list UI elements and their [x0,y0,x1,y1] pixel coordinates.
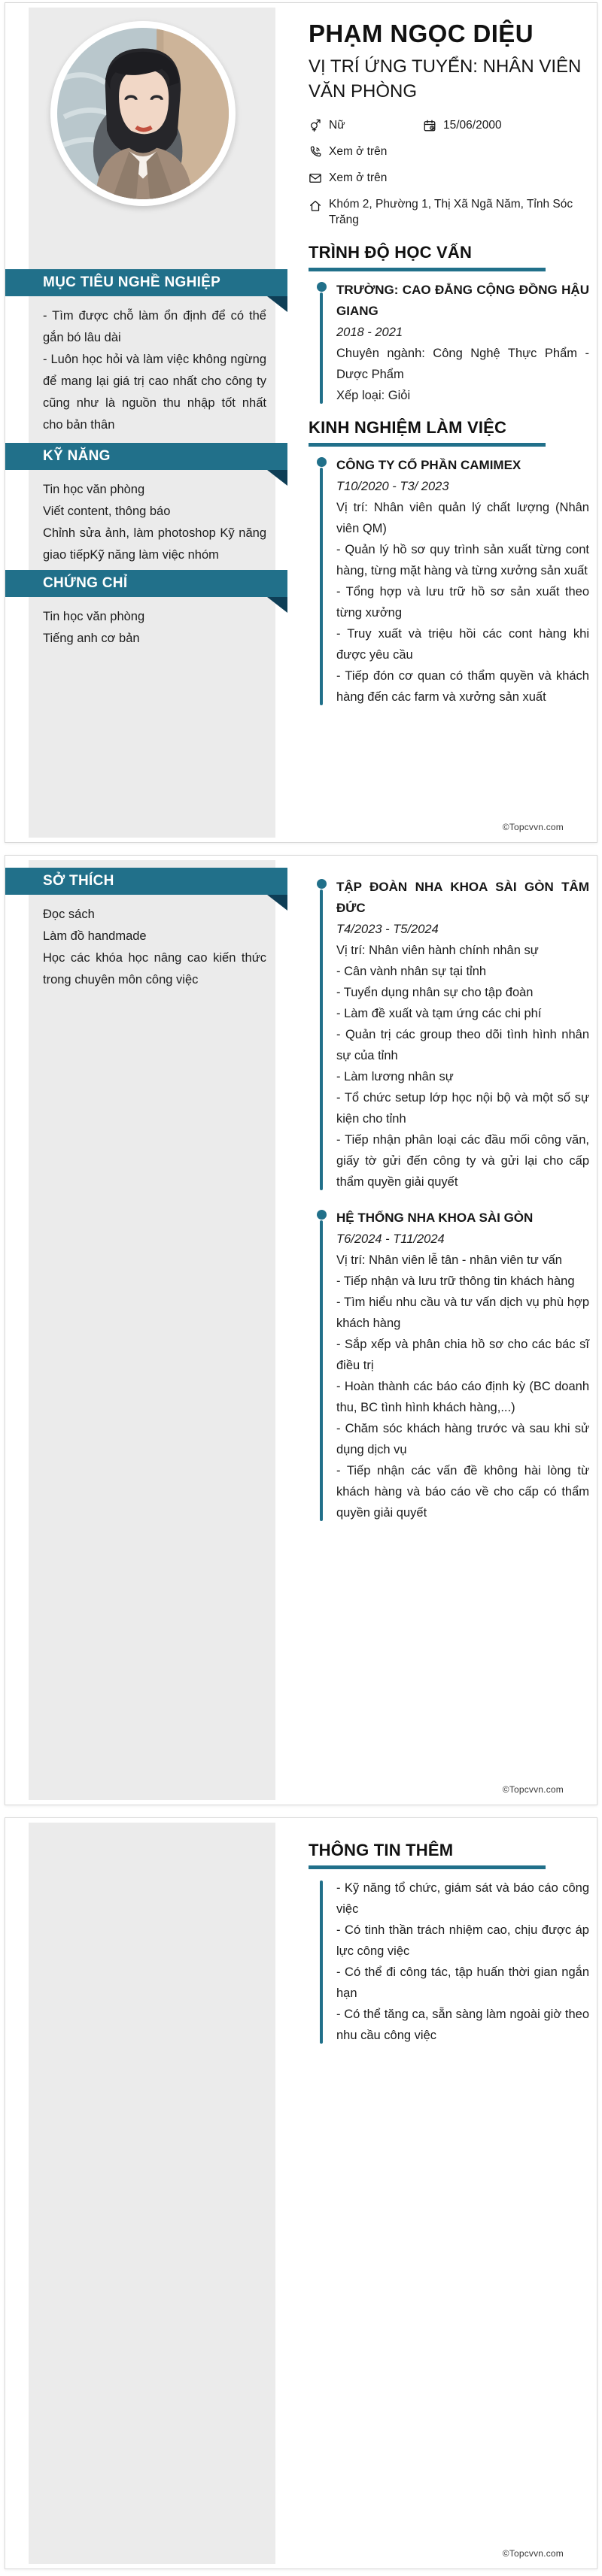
job-detail: Vị trí: Nhân viên hành chính nhân sự [336,944,539,957]
additional-detail: - Có tinh thần trách nhiệm cao, chịu được áp lực công việc [336,1923,589,1958]
section-header-label: MỤC TIÊU NGHỀ NGHIỆP [43,274,221,290]
section-underline [309,268,546,271]
job-period: T10/2020 - T3/ 2023 [336,480,449,493]
section-underline [309,1865,546,1869]
experience-section [309,418,589,708]
gender-icon [309,119,322,132]
skill-item: Tin học văn phòng [43,483,145,496]
section-header-label: SỞ THÍCH [43,873,114,889]
experience-entry [309,455,589,708]
person-name: PHẠM NGỌC DIỆU [309,20,534,47]
page-credit: ©Topcvvn.com [502,1784,564,1795]
birthday-value: 15/06/2000 [443,119,502,132]
ribbon-fold [267,296,287,312]
certificate-item: Tiếng anh cơ bản [43,632,140,645]
job-detail: - Tìm hiểu nhu cầu và tư vấn dịch vụ phù hợp khách hàng [336,1296,589,1330]
email-field [309,170,387,186]
certificate-item: Tin học văn phòng [43,610,145,623]
gender-value: Nữ [329,119,345,132]
education-entry [309,280,589,406]
education-section [309,243,589,406]
sidebar-background [29,860,275,1800]
job-detail: Vị trí: Nhân viên lễ tân - nhân viên tư vấn [336,1253,562,1267]
info-row [309,144,589,159]
job-detail: - Làm lương nhân sự [336,1070,454,1083]
job-detail: - Tổng hợp và lưu trữ hồ sơ sản xuất theo từng xưởng [336,585,589,620]
timeline-dot [317,282,327,292]
info-row [309,170,589,186]
job-detail: - Hoàn thành các báo cáo định kỳ (BC doanh thu, BC tình hình khách hàng,...) [336,1380,589,1414]
skill-item: Viết content, thông báo [43,505,171,518]
timeline-line [320,889,323,1190]
additional-info-section [309,1841,589,2046]
info-row [309,196,589,228]
phone-value: Xem ở trên [329,145,388,158]
company-name: TẬP ĐOÀN NHA KHOA SÀI GÒN TÂM ĐỨC [336,880,589,915]
skills-text [43,479,266,566]
sidebar-page-2 [5,856,287,991]
applied-position: VỊ TRÍ ỨNG TUYỂN: NHÂN VIÊN VĂN PHÒNG [309,56,582,102]
experience-entry [309,1208,589,1523]
hobby-item: Học các khóa học nâng cao kiến thức trong chuyên môn công việc [43,951,266,986]
phone-field [309,144,387,159]
section-header-hobbies [5,868,287,895]
section-header-skills [5,443,287,470]
profile-photo [50,21,236,206]
gender-field [309,117,423,133]
experience-title: KINH NGHIỆM LÀM VIỆC [309,418,507,437]
section-underline [309,443,546,447]
job-detail: - Tiếp nhận phân loại các đầu mối công văn, giấy tờ gửi đến công ty và gửi lại cho cấp thẩm quyền giải quyết [336,1133,589,1189]
additional-info-entry [309,1877,589,2046]
timeline-dot [317,879,327,889]
education-grade: Xếp loại: Giỏi [336,389,411,402]
job-period: T6/2024 - T11/2024 [336,1232,445,1246]
main-column-page-3 [309,1818,589,2058]
sidebar-background [29,1823,275,2564]
home-icon [309,199,322,213]
mail-icon [309,171,322,185]
certificates-text [43,606,266,650]
cv-page-3 [5,1817,597,2569]
additional-info-title: THÔNG TIN THÊM [309,1841,454,1859]
objective-line: - Tìm được chỗ làm ổn định để có thể gắn bó lâu dài [43,309,266,344]
calendar-icon [423,119,436,132]
hobbies-text [43,904,266,991]
job-detail: - Cân vành nhân sự tại tỉnh [336,965,487,978]
timeline-dot [317,457,327,467]
timeline-dot [317,1210,327,1220]
job-detail: - Truy xuất và triệu hồi các cont hàng khi được yêu cầu [336,627,589,662]
email-value: Xem ở trên [329,171,388,184]
job-period: T4/2023 - T5/2024 [336,923,439,936]
main-column-page-1 [309,3,589,720]
main-column-page-2 [309,856,589,1535]
portrait-illustration [57,28,229,199]
education-period: 2018 - 2021 [336,326,403,339]
objective-text [43,305,266,436]
timeline-line [320,1880,323,2044]
ribbon-fold [267,470,287,486]
section-header-label: KỸ NĂNG [43,448,111,464]
hobby-item: Làm đồ handmade [43,929,147,943]
job-detail: - Tiếp đón cơ quan có thẩm quyền và khách hàng đến các farm và xưởng sản xuất [336,669,589,704]
section-header-label: CHỨNG CHỈ [43,575,128,591]
job-detail: - Tổ chức setup lớp học nội bộ và một số sự kiện cho tỉnh [336,1091,589,1126]
section-header-certificates [5,570,287,597]
job-detail: - Làm đề xuất và tạm ứng các chi phí [336,1007,542,1020]
skill-item: Chỉnh sửa ảnh, làm photoshop Kỹ năng giao tiếpKỹ năng làm việc nhóm [43,526,266,562]
job-detail: - Sắp xếp và phân chia hồ sơ cho các bác sĩ điều trị [336,1338,589,1372]
address-value: Khóm 2, Phường 1, Thị Xã Ngã Năm, Tỉnh Sóc Trăng [329,198,573,226]
timeline-line [320,292,323,404]
ribbon-fold [267,597,287,613]
timeline-line [320,1220,323,1521]
additional-detail: - Có thể tăng ca, sẵn sàng làm ngoài giờ theo nhu cầu công việc [336,2008,589,2042]
company-name: HỆ THỐNG NHA KHOA SÀI GÒN [336,1211,534,1225]
birthday-field [423,117,502,133]
objective-line: - Luôn học hỏi và làm việc không ngừng để mang lại giá trị cao nhất cho công ty cũng như là nguồn thu nhập tốt nhất cho bản thân [43,353,266,432]
job-detail: - Tiếp nhận và lưu trữ thông tin khách hàng [336,1274,575,1288]
cv-page-2 [5,855,597,1805]
education-title: TRÌNH ĐỘ HỌC VẤN [309,243,473,262]
job-detail: - Quản lý hồ sơ quy trình sản xuất từng cont hàng, từng mặt hàng và từng xưởng sản xuất [336,543,589,577]
info-row [309,117,589,133]
timeline-line [320,468,323,705]
additional-detail: - Có thể đi công tác, tập huấn thời gian ngắn hạn [336,1965,589,2000]
company-name: CÔNG TY CỔ PHẦN CAMIMEX [336,458,521,472]
additional-detail: - Kỹ năng tổ chức, giám sát và báo cáo công việc [336,1881,589,1916]
education-major: Chuyên ngành: Công Nghệ Thực Phẩm - Dược Phẩm [336,347,589,381]
job-detail: - Chăm sóc khách hàng trước và sau khi sử dụng dịch vụ [336,1422,589,1456]
job-detail: Vị trí: Nhân viên quản lý chất lượng (Nhân viên QM) [336,501,589,535]
job-detail: - Tuyển dụng nhân sự cho tập đoàn [336,986,534,999]
ribbon-fold [267,895,287,911]
page-credit: ©Topcvvn.com [502,2548,564,2559]
school-name: TRƯỜNG: CAO ĐẲNG CỘNG ĐỒNG HẬU GIANG [336,283,589,318]
cv-page-1 [5,2,597,843]
experience-entry [309,877,589,1193]
address-field [309,196,589,228]
personal-info [309,117,589,228]
job-detail: - Tiếp nhận các vấn đề không hài lòng từ khách hàng và báo cáo về cho cấp có thẩm quyền giải quyết [336,1464,589,1520]
page-credit: ©Topcvvn.com [502,822,564,832]
section-header-objective [5,269,287,296]
profile-photo-image [57,28,229,199]
job-detail: - Quản trị các group theo dõi tình hình nhân sự của tỉnh [336,1028,589,1062]
hobby-item: Đọc sách [43,908,95,921]
phone-icon [309,145,322,159]
